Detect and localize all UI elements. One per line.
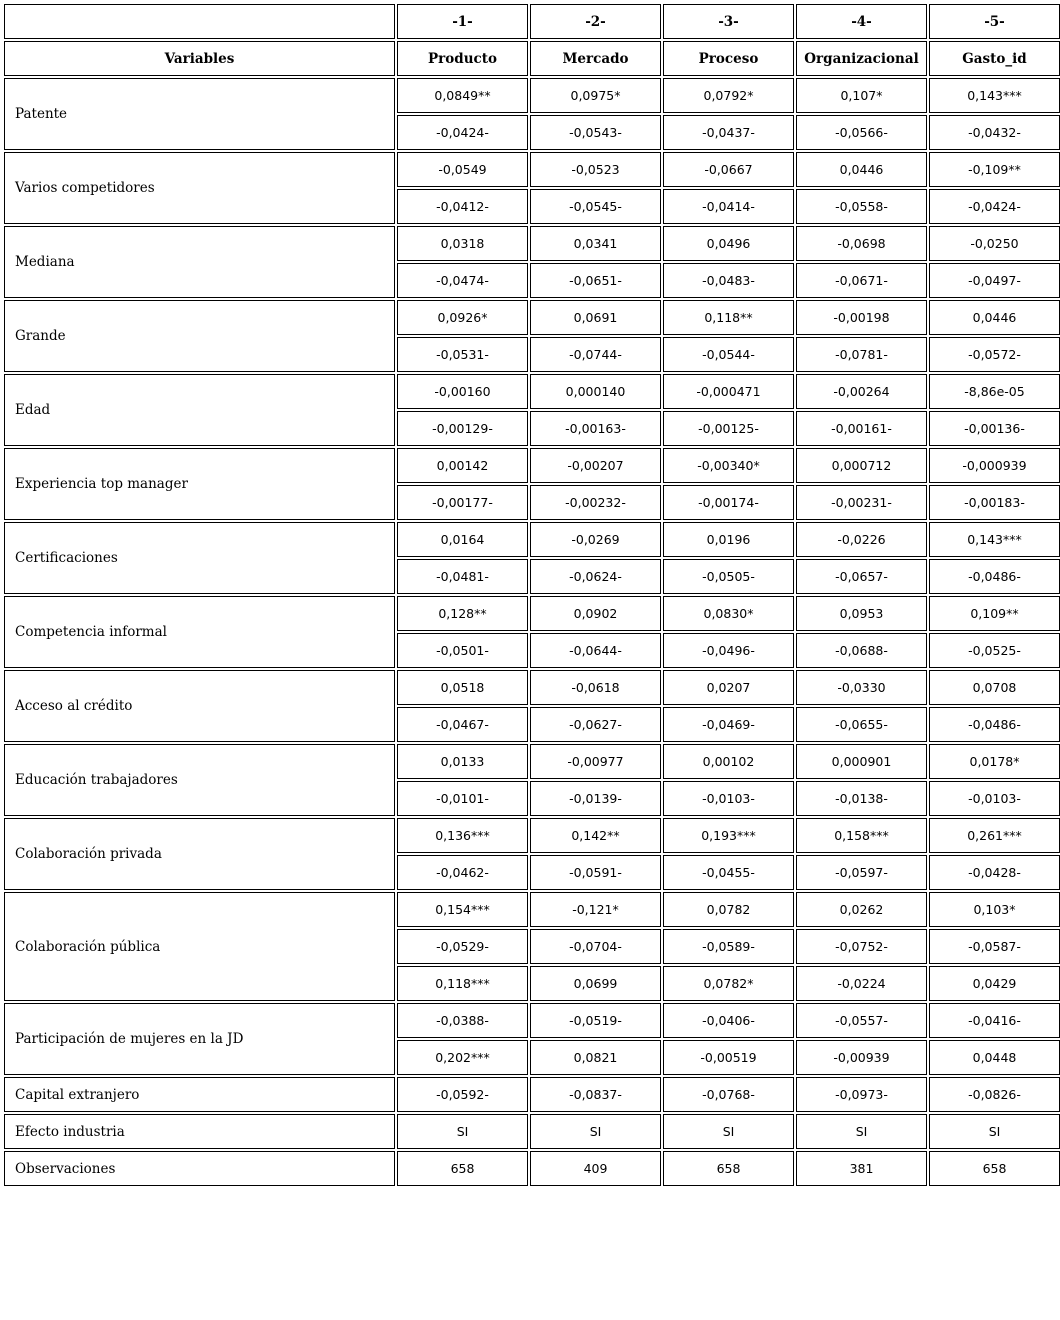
- value-cell: -0,0483-: [663, 263, 794, 298]
- regression-table: [2, 2, 1060, 1188]
- variable-label: Observaciones: [4, 1151, 395, 1186]
- table-body: [4, 4, 1060, 1186]
- value-cell: 0,0830*: [663, 596, 794, 631]
- value-cell: -0,000939: [929, 448, 1060, 483]
- value-cell: -0,0624-: [530, 559, 661, 594]
- value-cell: 0,0496: [663, 226, 794, 261]
- table-row: [4, 300, 1060, 335]
- value-cell: 0,0207: [663, 670, 794, 705]
- value-cell: -0,0688-: [796, 633, 927, 668]
- value-cell: -0,0138-: [796, 781, 927, 816]
- header-number-2: -2-: [530, 4, 661, 39]
- value-cell: 0,109**: [929, 596, 1060, 631]
- value-cell: -0,0781-: [796, 337, 927, 372]
- table-row: [4, 152, 1060, 187]
- value-cell: -0,0412-: [397, 189, 528, 224]
- value-cell: 0,0699: [530, 966, 661, 1001]
- table-row: [4, 892, 1060, 927]
- value-cell: 0,0691: [530, 300, 661, 335]
- variable-label: Certificaciones: [4, 522, 395, 594]
- value-cell: -0,00174-: [663, 485, 794, 520]
- value-cell: -0,0591-: [530, 855, 661, 890]
- value-cell: 0,128**: [397, 596, 528, 631]
- value-cell: 0,0782: [663, 892, 794, 927]
- value-cell: 0,0926*: [397, 300, 528, 335]
- value-cell: -8,86e-05: [929, 374, 1060, 409]
- value-cell: -0,00264: [796, 374, 927, 409]
- value-cell: -0,00125-: [663, 411, 794, 446]
- value-cell: 0,0133: [397, 744, 528, 779]
- value-cell: -0,0523: [530, 152, 661, 187]
- value-cell: -0,00939: [796, 1040, 927, 1075]
- value-cell: 0,000712: [796, 448, 927, 483]
- value-cell: -0,0655-: [796, 707, 927, 742]
- table-row: [4, 1114, 1060, 1149]
- value-cell: -0,0424-: [397, 115, 528, 150]
- value-cell: -0,0103-: [663, 781, 794, 816]
- table-row: [4, 1077, 1060, 1112]
- value-cell: 0,0178*: [929, 744, 1060, 779]
- value-cell: -0,00177-: [397, 485, 528, 520]
- value-cell: 658: [397, 1151, 528, 1186]
- value-cell: 0,0262: [796, 892, 927, 927]
- value-cell: -0,0424-: [929, 189, 1060, 224]
- value-cell: 0,0446: [929, 300, 1060, 335]
- value-cell: -0,00207: [530, 448, 661, 483]
- value-cell: 0,0953: [796, 596, 927, 631]
- column-header-proceso: Proceso: [663, 41, 794, 76]
- value-cell: -0,0226: [796, 522, 927, 557]
- value-cell: 0,0429: [929, 966, 1060, 1001]
- value-cell: -0,0103-: [929, 781, 1060, 816]
- variable-label: Efecto industria: [4, 1114, 395, 1149]
- value-cell: 0,0318: [397, 226, 528, 261]
- value-cell: -0,0101-: [397, 781, 528, 816]
- value-cell: -0,0497-: [929, 263, 1060, 298]
- value-cell: 0,107*: [796, 78, 927, 113]
- value-cell: -0,0416-: [929, 1003, 1060, 1038]
- value-cell: 0,0821: [530, 1040, 661, 1075]
- variables-header: Variables: [4, 41, 395, 76]
- variable-label: Educación trabajadores: [4, 744, 395, 816]
- table-row: [4, 1151, 1060, 1186]
- value-cell: -0,0250: [929, 226, 1060, 261]
- value-cell: -0,0566-: [796, 115, 927, 150]
- value-cell: 381: [796, 1151, 927, 1186]
- value-cell: SI: [796, 1114, 927, 1149]
- table-row: [4, 522, 1060, 557]
- value-cell: -0,0558-: [796, 189, 927, 224]
- value-cell: -0,0618: [530, 670, 661, 705]
- value-cell: 0,0448: [929, 1040, 1060, 1075]
- value-cell: -0,0744-: [530, 337, 661, 372]
- value-cell: SI: [929, 1114, 1060, 1149]
- value-cell: 0,0708: [929, 670, 1060, 705]
- table-row: [4, 226, 1060, 261]
- table-row: [4, 78, 1060, 113]
- value-cell: -0,0529-: [397, 929, 528, 964]
- value-cell: 0,193***: [663, 818, 794, 853]
- header-number-4: -4-: [796, 4, 927, 39]
- header-number-3: -3-: [663, 4, 794, 39]
- value-cell: 0,00142: [397, 448, 528, 483]
- value-cell: -0,0496-: [663, 633, 794, 668]
- value-cell: -0,0543-: [530, 115, 661, 150]
- value-cell: 0,0849**: [397, 78, 528, 113]
- value-cell: -0,00977: [530, 744, 661, 779]
- value-cell: -0,0455-: [663, 855, 794, 890]
- value-cell: -0,0768-: [663, 1077, 794, 1112]
- value-cell: -0,0406-: [663, 1003, 794, 1038]
- column-header-producto: Producto: [397, 41, 528, 76]
- value-cell: 0,000140: [530, 374, 661, 409]
- value-cell: -0,0505-: [663, 559, 794, 594]
- value-cell: 658: [663, 1151, 794, 1186]
- value-cell: 0,0975*: [530, 78, 661, 113]
- value-cell: -0,00183-: [929, 485, 1060, 520]
- table-row: [4, 374, 1060, 409]
- value-cell: 0,0518: [397, 670, 528, 705]
- value-cell: -0,0667: [663, 152, 794, 187]
- value-cell: 0,0782*: [663, 966, 794, 1001]
- value-cell: 0,0341: [530, 226, 661, 261]
- table-row: [4, 448, 1060, 483]
- table-row: [4, 1003, 1060, 1038]
- value-cell: 0,0792*: [663, 78, 794, 113]
- value-cell: SI: [397, 1114, 528, 1149]
- value-cell: -0,0826-: [929, 1077, 1060, 1112]
- value-cell: -0,0549: [397, 152, 528, 187]
- value-cell: -0,0432-: [929, 115, 1060, 150]
- value-cell: -0,0474-: [397, 263, 528, 298]
- value-cell: -0,121*: [530, 892, 661, 927]
- value-cell: 0,202***: [397, 1040, 528, 1075]
- value-cell: -0,0224: [796, 966, 927, 1001]
- value-cell: -0,0589-: [663, 929, 794, 964]
- table-row: [4, 818, 1060, 853]
- table-row: [4, 670, 1060, 705]
- value-cell: -0,0139-: [530, 781, 661, 816]
- variable-label: Varios competidores: [4, 152, 395, 224]
- table-row: [4, 744, 1060, 779]
- value-cell: -0,0467-: [397, 707, 528, 742]
- variable-label: Grande: [4, 300, 395, 372]
- value-cell: 0,118**: [663, 300, 794, 335]
- variable-label: Participación de mujeres en la JD: [4, 1003, 395, 1075]
- value-cell: -0,0572-: [929, 337, 1060, 372]
- value-cell: -0,00340*: [663, 448, 794, 483]
- value-cell: -0,00198: [796, 300, 927, 335]
- value-cell: 0,143***: [929, 78, 1060, 113]
- value-cell: -0,0651-: [530, 263, 661, 298]
- value-cell: 0,142**: [530, 818, 661, 853]
- value-cell: 0,0902: [530, 596, 661, 631]
- value-cell: SI: [663, 1114, 794, 1149]
- value-cell: 0,118***: [397, 966, 528, 1001]
- value-cell: -0,0587-: [929, 929, 1060, 964]
- value-cell: -0,00160: [397, 374, 528, 409]
- variable-label: Mediana: [4, 226, 395, 298]
- value-cell: -0,0481-: [397, 559, 528, 594]
- variable-label: Colaboración pública: [4, 892, 395, 1001]
- value-cell: -0,0698: [796, 226, 927, 261]
- value-cell: -0,00129-: [397, 411, 528, 446]
- value-cell: 0,0446: [796, 152, 927, 187]
- value-cell: 0,00102: [663, 744, 794, 779]
- value-cell: -0,0486-: [929, 559, 1060, 594]
- value-cell: -0,0644-: [530, 633, 661, 668]
- value-cell: -0,0544-: [663, 337, 794, 372]
- variable-label: Patente: [4, 78, 395, 150]
- variable-label: Experiencia top manager: [4, 448, 395, 520]
- value-cell: -0,0437-: [663, 115, 794, 150]
- value-cell: -0,0597-: [796, 855, 927, 890]
- value-cell: -0,0269: [530, 522, 661, 557]
- value-cell: -0,0531-: [397, 337, 528, 372]
- value-cell: -0,00136-: [929, 411, 1060, 446]
- value-cell: 0,154***: [397, 892, 528, 927]
- variable-label: Edad: [4, 374, 395, 446]
- header-number-row: [4, 4, 1060, 39]
- value-cell: 658: [929, 1151, 1060, 1186]
- value-cell: -0,0704-: [530, 929, 661, 964]
- value-cell: -0,0519-: [530, 1003, 661, 1038]
- value-cell: -0,109**: [929, 152, 1060, 187]
- value-cell: -0,0414-: [663, 189, 794, 224]
- value-cell: -0,0657-: [796, 559, 927, 594]
- value-cell: 0,0196: [663, 522, 794, 557]
- value-cell: 0,136***: [397, 818, 528, 853]
- value-cell: -0,0330: [796, 670, 927, 705]
- variable-label: Competencia informal: [4, 596, 395, 668]
- header-number-1: -1-: [397, 4, 528, 39]
- value-cell: -0,00232-: [530, 485, 661, 520]
- value-cell: -0,00231-: [796, 485, 927, 520]
- value-cell: 0,158***: [796, 818, 927, 853]
- value-cell: -0,0592-: [397, 1077, 528, 1112]
- variable-label: Acceso al crédito: [4, 670, 395, 742]
- value-cell: -0,0627-: [530, 707, 661, 742]
- value-cell: -0,0837-: [530, 1077, 661, 1112]
- value-cell: -0,0486-: [929, 707, 1060, 742]
- value-cell: 0,261***: [929, 818, 1060, 853]
- value-cell: -0,0752-: [796, 929, 927, 964]
- variable-label: Colaboración privada: [4, 818, 395, 890]
- value-cell: 0,143***: [929, 522, 1060, 557]
- column-header-organizacional: Organizacional: [796, 41, 927, 76]
- value-cell: SI: [530, 1114, 661, 1149]
- column-header-gasto-id: Gasto_id: [929, 41, 1060, 76]
- value-cell: -0,000471: [663, 374, 794, 409]
- value-cell: 0,103*: [929, 892, 1060, 927]
- value-cell: 0,0164: [397, 522, 528, 557]
- value-cell: -0,0973-: [796, 1077, 927, 1112]
- value-cell: -0,0462-: [397, 855, 528, 890]
- value-cell: -0,0501-: [397, 633, 528, 668]
- value-cell: -0,0557-: [796, 1003, 927, 1038]
- variable-label: Capital extranjero: [4, 1077, 395, 1112]
- value-cell: 0,000901: [796, 744, 927, 779]
- header-empty-cell: [4, 4, 395, 39]
- value-cell: -0,0469-: [663, 707, 794, 742]
- value-cell: -0,00519: [663, 1040, 794, 1075]
- value-cell: -0,0525-: [929, 633, 1060, 668]
- value-cell: -0,0428-: [929, 855, 1060, 890]
- value-cell: -0,0671-: [796, 263, 927, 298]
- table-row: [4, 596, 1060, 631]
- value-cell: -0,0388-: [397, 1003, 528, 1038]
- value-cell: -0,0545-: [530, 189, 661, 224]
- column-header-mercado: Mercado: [530, 41, 661, 76]
- header-column-row: [4, 41, 1060, 76]
- value-cell: -0,00163-: [530, 411, 661, 446]
- value-cell: -0,00161-: [796, 411, 927, 446]
- value-cell: 409: [530, 1151, 661, 1186]
- header-number-5: -5-: [929, 4, 1060, 39]
